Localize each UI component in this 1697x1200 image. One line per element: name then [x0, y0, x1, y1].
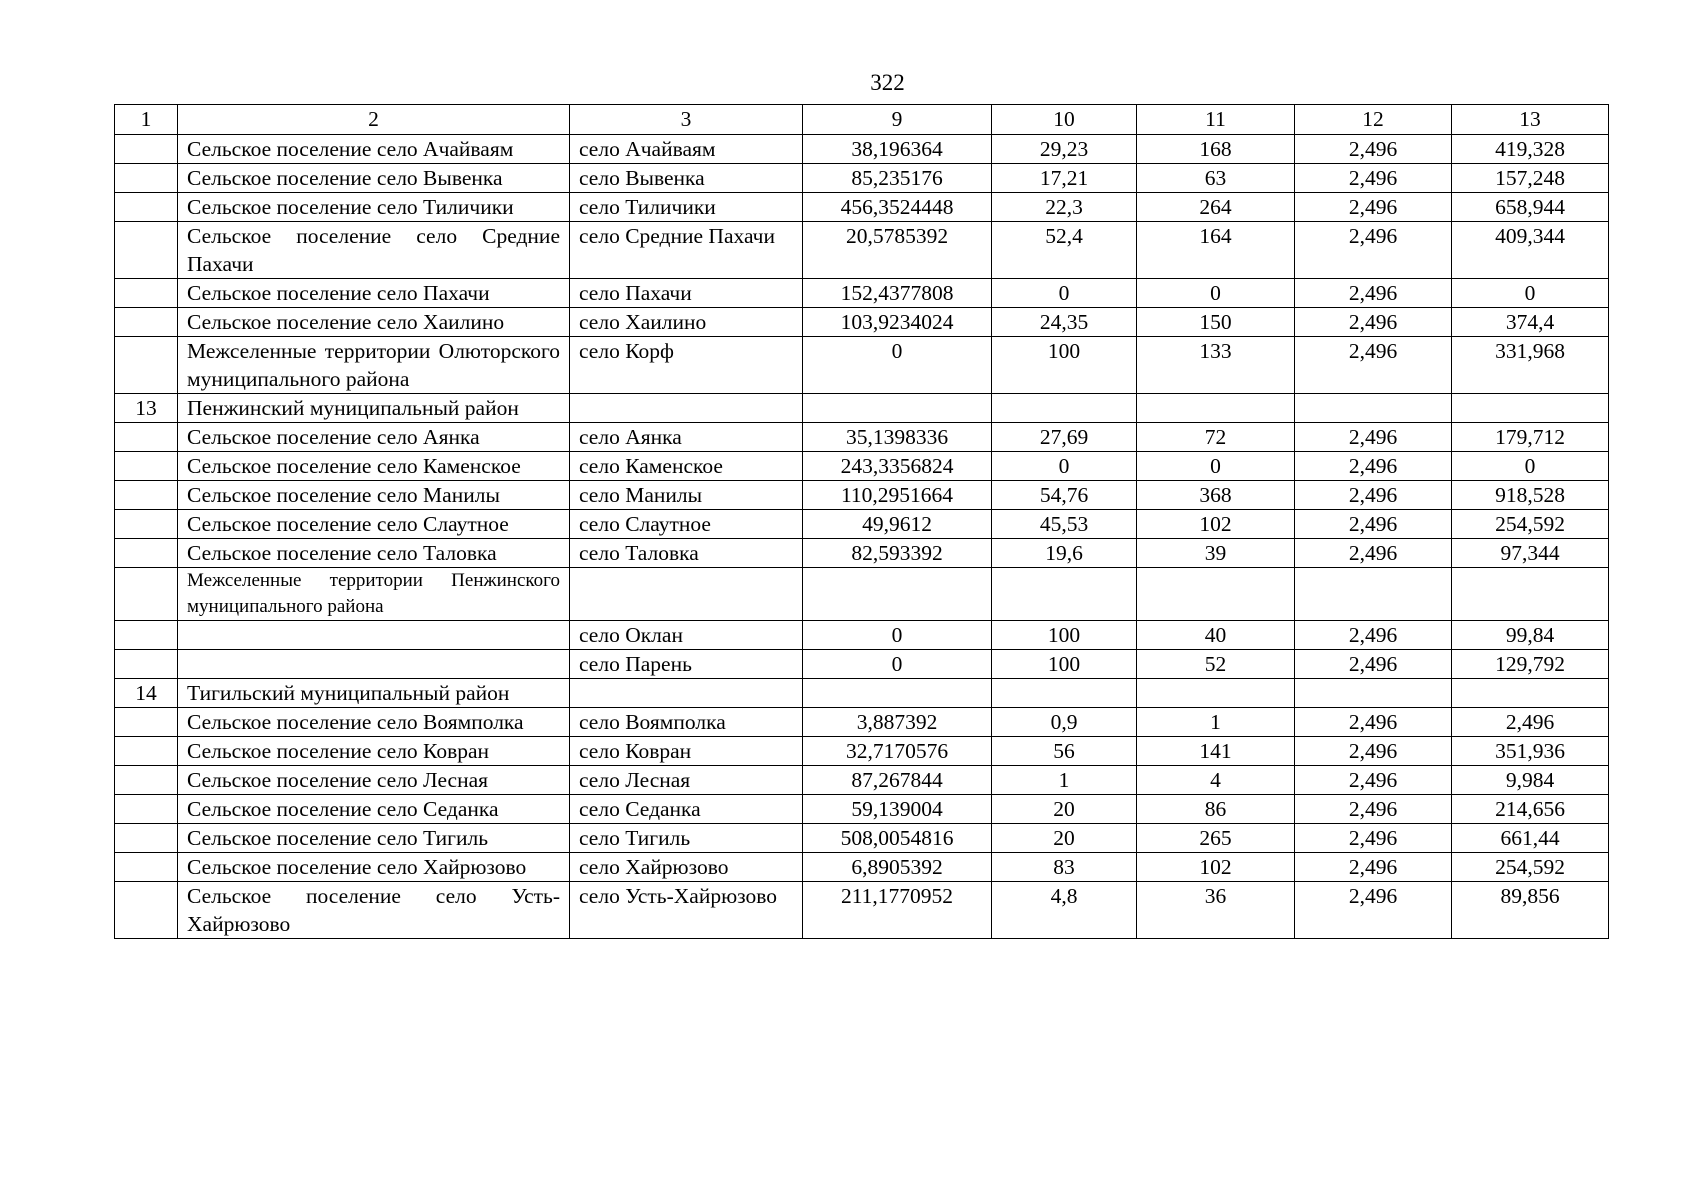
settlement-cell: Сельское поселение село Манилы	[178, 481, 570, 510]
table-row	[115, 795, 1609, 824]
col13-cell	[1452, 679, 1609, 708]
col11-cell: 150	[1137, 308, 1295, 337]
table-row	[115, 193, 1609, 222]
row-number-cell	[115, 481, 178, 510]
row-number-cell	[115, 510, 178, 539]
settlement-cell: Сельское поселение село Лесная	[178, 766, 570, 795]
locality-cell: село Парень	[570, 650, 803, 679]
col12-cell: 2,496	[1295, 708, 1452, 737]
row-number-cell	[115, 766, 178, 795]
col12-cell: 2,496	[1295, 193, 1452, 222]
col13-cell: 0	[1452, 452, 1609, 481]
col9-cell: 152,4377808	[803, 279, 992, 308]
row-number-cell	[115, 621, 178, 650]
col9-cell: 110,2951664	[803, 481, 992, 510]
row-number-cell	[115, 650, 178, 679]
settlement-cell: Сельское поселение село Тиличики	[178, 193, 570, 222]
col10-cell: 4,8	[992, 882, 1137, 939]
col10-cell: 0	[992, 452, 1137, 481]
col13-cell: 2,496	[1452, 708, 1609, 737]
col9-cell: 456,3524448	[803, 193, 992, 222]
col12-cell: 2,496	[1295, 650, 1452, 679]
col11-cell: 265	[1137, 824, 1295, 853]
page-number: 322	[870, 70, 905, 95]
locality-cell: село Тигиль	[570, 824, 803, 853]
col10-cell: 20	[992, 795, 1137, 824]
settlement-cell: Межселенные территории Пенжинского муниципального района	[178, 568, 570, 621]
locality-cell: село Тиличики	[570, 193, 803, 222]
locality-cell: село Хаилино	[570, 308, 803, 337]
col11-cell: 1	[1137, 708, 1295, 737]
locality-cell: село Пахачи	[570, 279, 803, 308]
col10-cell: 100	[992, 337, 1137, 394]
column-header: 10	[992, 105, 1137, 135]
col12-cell	[1295, 394, 1452, 423]
col13-cell: 214,656	[1452, 795, 1609, 824]
col10-cell	[992, 394, 1137, 423]
col13-cell	[1452, 568, 1609, 621]
col11-cell: 39	[1137, 539, 1295, 568]
col11-cell: 264	[1137, 193, 1295, 222]
column-header: 11	[1137, 105, 1295, 135]
col12-cell: 2,496	[1295, 510, 1452, 539]
col11-cell: 40	[1137, 621, 1295, 650]
col13-cell: 661,44	[1452, 824, 1609, 853]
column-header: 1	[115, 105, 178, 135]
col9-cell	[803, 394, 992, 423]
col11-cell	[1137, 679, 1295, 708]
locality-cell	[570, 394, 803, 423]
row-number-cell	[115, 193, 178, 222]
col13-cell: 129,792	[1452, 650, 1609, 679]
settlement-cell: Сельское поселение село Хайрюзово	[178, 853, 570, 882]
settlement-cell: Сельское поселение село Ачайваям	[178, 135, 570, 164]
col10-cell: 19,6	[992, 539, 1137, 568]
settlement-cell: Сельское поселение село Таловка	[178, 539, 570, 568]
col12-cell: 2,496	[1295, 423, 1452, 452]
locality-cell	[570, 679, 803, 708]
settlement-cell	[178, 650, 570, 679]
col9-cell: 35,1398336	[803, 423, 992, 452]
col13-cell: 157,248	[1452, 164, 1609, 193]
col9-cell: 3,887392	[803, 708, 992, 737]
table-row	[115, 135, 1609, 164]
column-header: 2	[178, 105, 570, 135]
locality-cell: село Оклан	[570, 621, 803, 650]
col9-cell: 49,9612	[803, 510, 992, 539]
table-row	[115, 650, 1609, 679]
col10-cell: 24,35	[992, 308, 1137, 337]
col11-cell: 102	[1137, 853, 1295, 882]
col9-cell: 38,196364	[803, 135, 992, 164]
table-row	[115, 308, 1609, 337]
col10-cell: 54,76	[992, 481, 1137, 510]
locality-cell: село Каменское	[570, 452, 803, 481]
row-number-cell	[115, 853, 178, 882]
col9-cell: 243,3356824	[803, 452, 992, 481]
col12-cell: 2,496	[1295, 279, 1452, 308]
table-row	[115, 222, 1609, 279]
row-number-cell	[115, 164, 178, 193]
col10-cell: 20	[992, 824, 1137, 853]
table-row	[115, 394, 1609, 423]
row-number-cell	[115, 135, 178, 164]
table-row	[115, 164, 1609, 193]
col10-cell: 83	[992, 853, 1137, 882]
col9-cell: 82,593392	[803, 539, 992, 568]
row-number-cell: 13	[115, 394, 178, 423]
col13-cell: 89,856	[1452, 882, 1609, 939]
settlement-cell: Сельское поселение село Усть-Хайрюзово	[178, 882, 570, 939]
locality-cell: село Ковран	[570, 737, 803, 766]
col13-cell: 254,592	[1452, 510, 1609, 539]
row-number-cell	[115, 737, 178, 766]
column-header: 3	[570, 105, 803, 135]
col12-cell: 2,496	[1295, 766, 1452, 795]
table-row	[115, 853, 1609, 882]
row-number-cell	[115, 222, 178, 279]
settlement-cell: Сельское поселение село Воямполка	[178, 708, 570, 737]
col12-cell: 2,496	[1295, 481, 1452, 510]
table-row	[115, 766, 1609, 795]
table-row	[115, 452, 1609, 481]
table-row	[115, 679, 1609, 708]
col10-cell: 22,3	[992, 193, 1137, 222]
column-header: 13	[1452, 105, 1609, 135]
settlement-cell: Сельское поселение село Средние Пахачи	[178, 222, 570, 279]
data-table	[114, 104, 1609, 939]
locality-cell: село Аянка	[570, 423, 803, 452]
col12-cell	[1295, 568, 1452, 621]
row-number-cell	[115, 279, 178, 308]
col11-cell: 133	[1137, 337, 1295, 394]
col13-cell: 9,984	[1452, 766, 1609, 795]
col12-cell: 2,496	[1295, 452, 1452, 481]
col9-cell: 0	[803, 337, 992, 394]
col10-cell	[992, 679, 1137, 708]
col13-cell: 374,4	[1452, 308, 1609, 337]
col11-cell	[1137, 394, 1295, 423]
row-number-cell: 14	[115, 679, 178, 708]
col13-cell: 918,528	[1452, 481, 1609, 510]
col13-cell: 97,344	[1452, 539, 1609, 568]
col10-cell: 45,53	[992, 510, 1137, 539]
col9-cell: 59,139004	[803, 795, 992, 824]
col9-cell: 20,5785392	[803, 222, 992, 279]
col9-cell: 0	[803, 621, 992, 650]
col13-cell: 254,592	[1452, 853, 1609, 882]
col11-cell: 36	[1137, 882, 1295, 939]
col12-cell: 2,496	[1295, 337, 1452, 394]
col12-cell: 2,496	[1295, 824, 1452, 853]
settlement-cell: Сельское поселение село Слаутное	[178, 510, 570, 539]
col10-cell: 100	[992, 650, 1137, 679]
table-row	[115, 481, 1609, 510]
col10-cell: 100	[992, 621, 1137, 650]
table-row	[115, 621, 1609, 650]
col10-cell: 52,4	[992, 222, 1137, 279]
row-number-cell	[115, 337, 178, 394]
col9-cell: 32,7170576	[803, 737, 992, 766]
row-number-cell	[115, 423, 178, 452]
col10-cell: 56	[992, 737, 1137, 766]
col11-cell: 52	[1137, 650, 1295, 679]
settlement-cell: Сельское поселение село Хаилино	[178, 308, 570, 337]
locality-cell: село Воямполка	[570, 708, 803, 737]
col11-cell: 4	[1137, 766, 1295, 795]
locality-cell: село Средние Пахачи	[570, 222, 803, 279]
table-row	[115, 337, 1609, 394]
locality-cell: село Корф	[570, 337, 803, 394]
col13-cell: 351,936	[1452, 737, 1609, 766]
row-number-cell	[115, 882, 178, 939]
settlement-cell	[178, 621, 570, 650]
col12-cell: 2,496	[1295, 795, 1452, 824]
header-row	[115, 105, 1609, 135]
settlement-cell: Тигильский муниципальный район	[178, 679, 570, 708]
locality-cell: село Слаутное	[570, 510, 803, 539]
col10-cell: 0	[992, 279, 1137, 308]
col12-cell: 2,496	[1295, 135, 1452, 164]
col12-cell: 2,496	[1295, 853, 1452, 882]
row-number-cell	[115, 708, 178, 737]
row-number-cell	[115, 539, 178, 568]
settlement-cell: Сельское поселение село Ковран	[178, 737, 570, 766]
col13-cell: 99,84	[1452, 621, 1609, 650]
col12-cell: 2,496	[1295, 308, 1452, 337]
col12-cell: 2,496	[1295, 737, 1452, 766]
col9-cell	[803, 568, 992, 621]
col12-cell: 2,496	[1295, 164, 1452, 193]
table-row	[115, 737, 1609, 766]
col9-cell: 508,0054816	[803, 824, 992, 853]
table-body	[115, 135, 1609, 939]
locality-cell: село Ачайваям	[570, 135, 803, 164]
table-row	[115, 882, 1609, 939]
locality-cell: село Вывенка	[570, 164, 803, 193]
col11-cell: 0	[1137, 452, 1295, 481]
col9-cell: 87,267844	[803, 766, 992, 795]
table-row	[115, 539, 1609, 568]
col9-cell: 6,8905392	[803, 853, 992, 882]
col11-cell: 102	[1137, 510, 1295, 539]
col9-cell: 211,1770952	[803, 882, 992, 939]
col13-cell	[1452, 394, 1609, 423]
table-row	[115, 708, 1609, 737]
row-number-cell	[115, 795, 178, 824]
locality-cell: село Таловка	[570, 539, 803, 568]
row-number-cell	[115, 824, 178, 853]
locality-cell: село Манилы	[570, 481, 803, 510]
col10-cell: 1	[992, 766, 1137, 795]
settlement-cell: Пенжинский муниципальный район	[178, 394, 570, 423]
col13-cell: 658,944	[1452, 193, 1609, 222]
locality-cell: село Седанка	[570, 795, 803, 824]
col9-cell: 0	[803, 650, 992, 679]
table-row	[115, 568, 1609, 621]
col11-cell: 63	[1137, 164, 1295, 193]
settlement-cell: Сельское поселение село Каменское	[178, 452, 570, 481]
table-row	[115, 510, 1609, 539]
col9-cell	[803, 679, 992, 708]
locality-cell: село Усть-Хайрюзово	[570, 882, 803, 939]
table-row	[115, 423, 1609, 452]
locality-cell: село Хайрюзово	[570, 853, 803, 882]
column-header: 12	[1295, 105, 1452, 135]
col12-cell: 2,496	[1295, 539, 1452, 568]
table-row	[115, 824, 1609, 853]
col12-cell: 2,496	[1295, 882, 1452, 939]
row-number-cell	[115, 452, 178, 481]
col10-cell: 17,21	[992, 164, 1137, 193]
locality-cell	[570, 568, 803, 621]
table-row	[115, 279, 1609, 308]
settlement-cell: Сельское поселение село Аянка	[178, 423, 570, 452]
col10-cell	[992, 568, 1137, 621]
locality-cell: село Лесная	[570, 766, 803, 795]
col10-cell: 29,23	[992, 135, 1137, 164]
col12-cell: 2,496	[1295, 222, 1452, 279]
settlement-cell: Сельское поселение село Тигиль	[178, 824, 570, 853]
col13-cell: 0	[1452, 279, 1609, 308]
col9-cell: 85,235176	[803, 164, 992, 193]
col12-cell: 2,496	[1295, 621, 1452, 650]
col11-cell: 368	[1137, 481, 1295, 510]
col11-cell: 141	[1137, 737, 1295, 766]
col13-cell: 331,968	[1452, 337, 1609, 394]
col11-cell: 86	[1137, 795, 1295, 824]
col13-cell: 419,328	[1452, 135, 1609, 164]
settlement-cell: Сельское поселение село Пахачи	[178, 279, 570, 308]
col13-cell: 179,712	[1452, 423, 1609, 452]
settlement-cell: Сельское поселение село Седанка	[178, 795, 570, 824]
settlement-cell: Сельское поселение село Вывенка	[178, 164, 570, 193]
col11-cell: 72	[1137, 423, 1295, 452]
row-number-cell	[115, 308, 178, 337]
col9-cell: 103,9234024	[803, 308, 992, 337]
col11-cell: 0	[1137, 279, 1295, 308]
column-header: 9	[803, 105, 992, 135]
col11-cell: 168	[1137, 135, 1295, 164]
col13-cell: 409,344	[1452, 222, 1609, 279]
row-number-cell	[115, 568, 178, 621]
col11-cell: 164	[1137, 222, 1295, 279]
col10-cell: 27,69	[992, 423, 1137, 452]
col12-cell	[1295, 679, 1452, 708]
settlement-cell: Межселенные территории Олюторского муниципального района	[178, 337, 570, 394]
col10-cell: 0,9	[992, 708, 1137, 737]
col11-cell	[1137, 568, 1295, 621]
